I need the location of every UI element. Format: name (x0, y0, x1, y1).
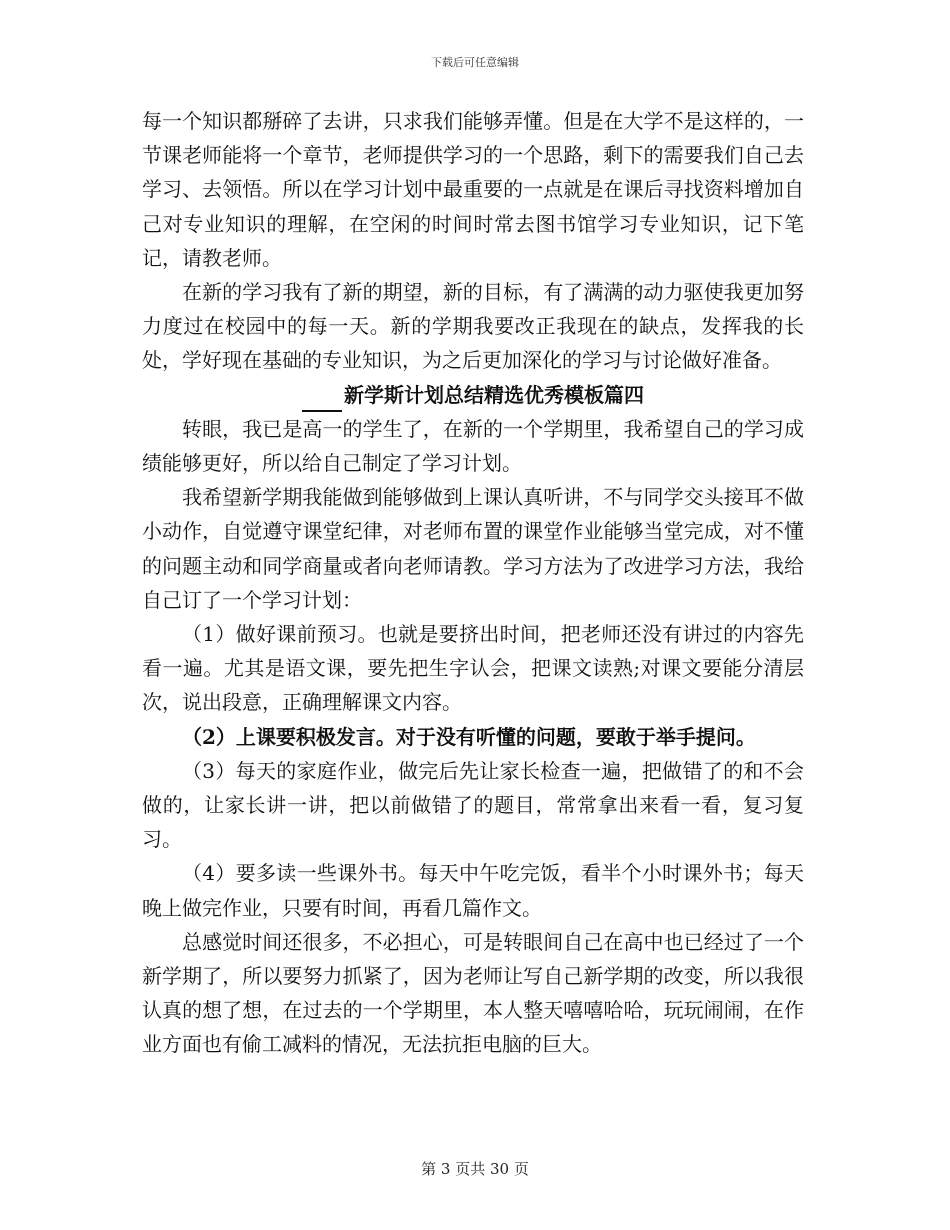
plan-item-2: （2）上课要积极发言。对于没有听懂的问题，要敢于举手提问。 (182, 724, 756, 749)
paragraph-3: 转眼，我已是高一的学生了，在新的一个学期里，我希望自己的学习成绩能够更好，所以给自己制定了学习计划。 (142, 416, 804, 476)
section-title (142, 378, 804, 412)
plan-item-3: （3）每天的家庭作业，做完后先让家长检查一遍，把做错了的和不会做的，让家长讲一讲，把以前做错了的题目，常常拿出来看一看，复习复习。 (142, 758, 804, 852)
paragraph-4: 我希望新学期我能做到能够做到上课认真听讲，不与同学交头接耳不做小动作，自觉遵守课堂纪律，对老师布置的课堂作业能够当堂完成，对不懂的问题主动和同学商量或者向老师请教。学习方法为了改进学习方法，我给自己订了一个学习计划： (142, 485, 804, 612)
document-body (142, 104, 804, 1062)
paragraph-5: 总感觉时间还很多，不必担心，可是转眼间自己在高中也已经过了一个新学期了，所以要努力抓紧了，因为老师让写自己新学期的改变，所以我很认真的想了想，在过去的一个学期里，本人整天嘻嘻哈哈，玩玩闹闹，在作业方面也有偷工减料的情况，无法抗拒电脑的巨大。 (142, 929, 804, 1057)
title-blank-underline (302, 388, 342, 412)
plan-item-1: （1）做好课前预习。也就是要挤出时间，把老师还没有讲过的内容先看一遍。尤其是语文课，要先把生字认会，把课文读熟;对课文要能分清层次，说出段意，正确理解课文内容。 (142, 622, 804, 715)
paragraph-1: 每一个知识都掰碎了去讲，只求我们能够弄懂。但是在大学不是这样的，一节课老师能将一个章节，老师提供学习的一个思路，剩下的需要我们自己去学习、去领悟。所以在学习计划中最重要的一点就是在课后寻找资料增加自己对专业知识的理解，在空闲的时间时常去图书馆学习专业知识，记下笔记，请教老师。 (142, 109, 804, 270)
section-title-text: 新学斯计划总结精选优秀模板篇四 (344, 382, 644, 407)
page-header: 下载后可任意编辑 (431, 56, 519, 69)
paragraph-2: 在新的学习我有了新的期望，新的目标，有了满满的动力驱使我更加努力度过在校园中的每一天。新的学期我要改正我现在的缺点，发挥我的长处，学好现在基础的专业知识，为之后更加深化的学习与讨论做好准备。 (142, 280, 804, 373)
plan-item-4: （4）要多读一些课外书。每天中午吃完饭，看半个小时课外书；每天晚上做完作业，只要有时间，再看几篇作文。 (142, 861, 804, 920)
page-footer: 第 3 页共 30 页 (421, 1160, 529, 1178)
